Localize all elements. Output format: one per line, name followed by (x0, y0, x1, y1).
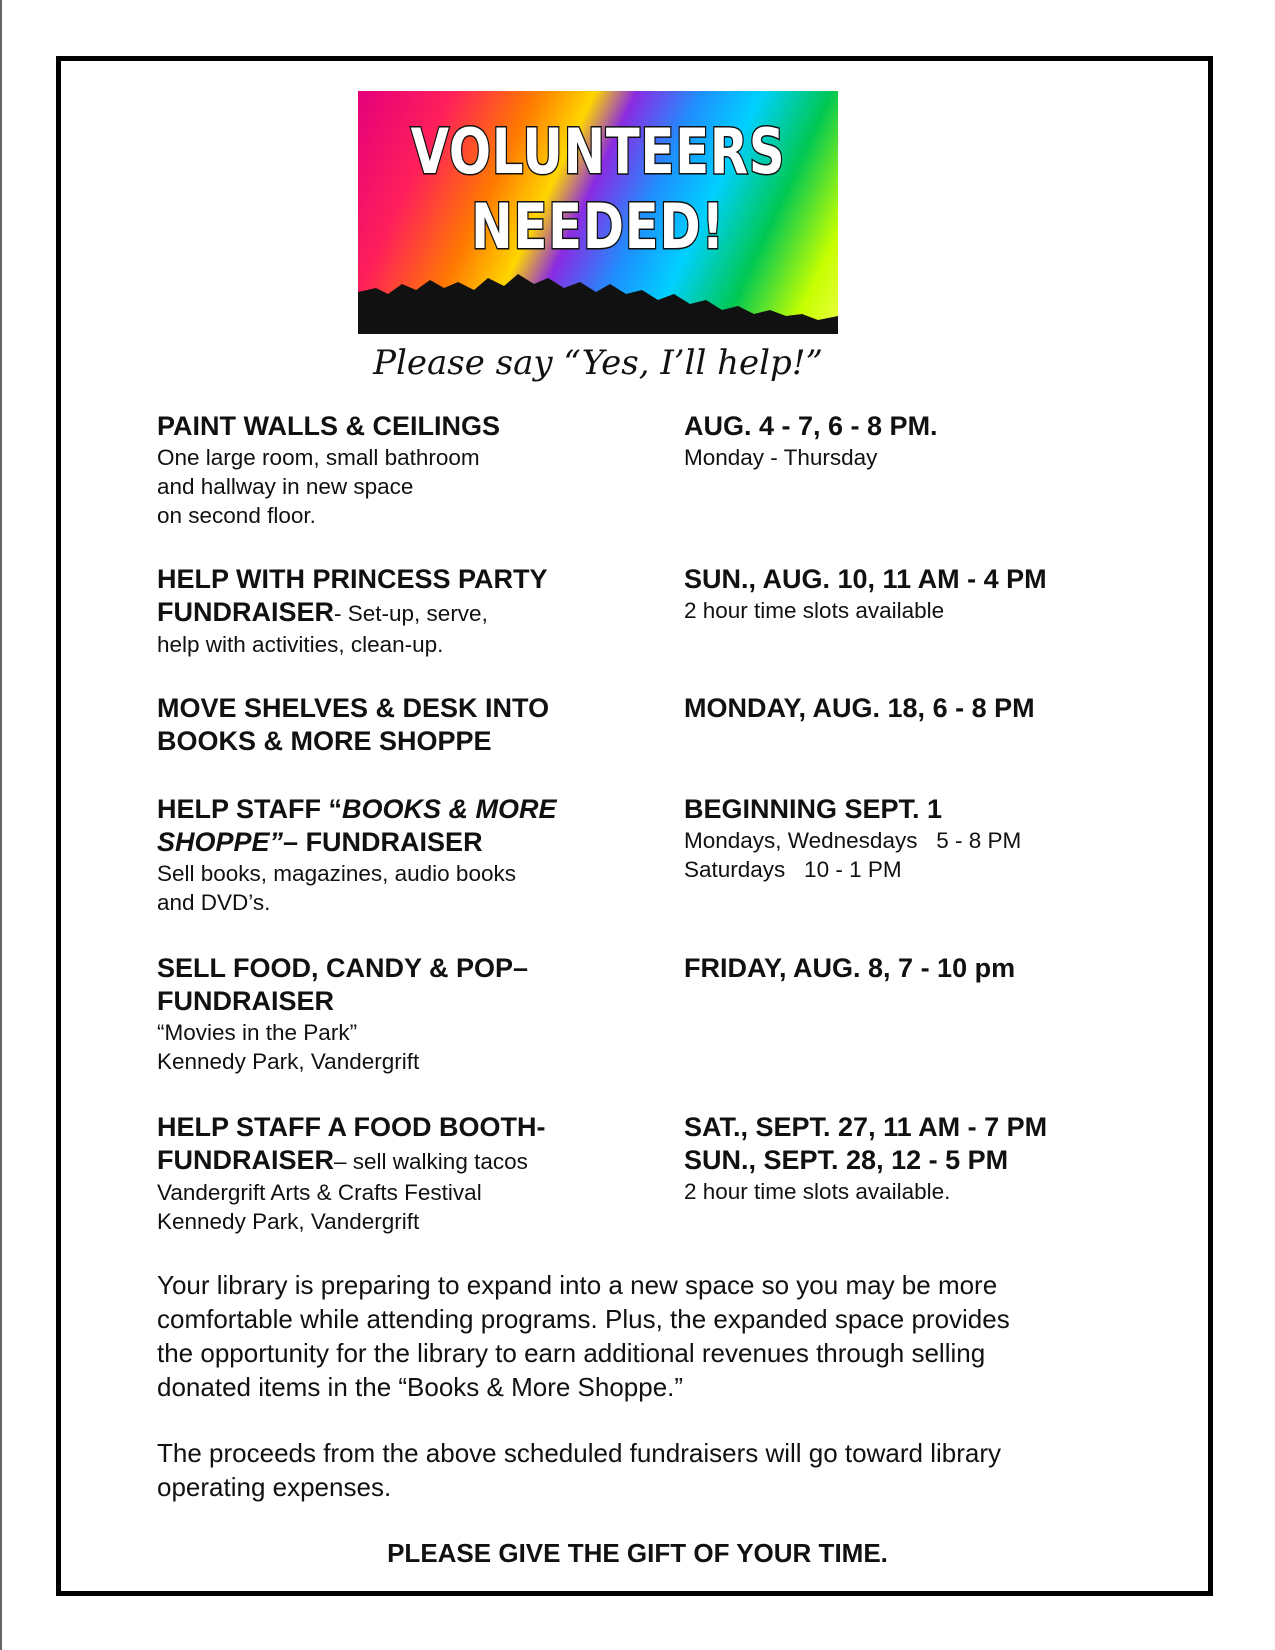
banner-silhouette (358, 254, 838, 334)
banner-line-1: VOLUNTEERS (410, 115, 786, 188)
entry-title: HELP STAFF A FOOD BOOTH- (157, 1112, 546, 1142)
entry-detail: Vandergrift Arts & Crafts Festival (157, 1180, 482, 1205)
paragraph-line: Your library is preparing to expand into a new space so you may be more (157, 1270, 998, 1300)
entry-title-part: FUNDRAISER (157, 1145, 335, 1175)
entry-detail: Kennedy Park, Vandergrift (157, 1049, 420, 1074)
entry-title: SELL FOOD, CANDY & POP– (157, 953, 529, 983)
entry-title-italic: SHOPPE” (157, 827, 284, 857)
entry-staff-shoppe-schedule (684, 793, 1021, 884)
entry-title-line-2 (157, 596, 548, 630)
entry-title (157, 793, 557, 826)
entry-detail: Kennedy Park, Vandergrift (157, 1209, 420, 1234)
paragraph-line: operating expenses. (157, 1472, 392, 1502)
paragraph-line: comfortable while attending programs. Plus, the expanded space provides (157, 1304, 1010, 1334)
page-edge (0, 0, 2, 1650)
entry-title-line-2 (157, 1144, 545, 1178)
banner-line-2: NEEDED! (471, 190, 725, 263)
entry-date-detail: Mondays, Wednesdays 5 - 8 PM (684, 828, 1022, 853)
entry-title-line-2 (157, 826, 557, 859)
entry-food-booth (157, 1111, 545, 1236)
entry-title-part: – FUNDRAISER (283, 827, 483, 857)
entry-sell-food-schedule (684, 952, 1015, 985)
entry-date: AUG. 4 - 7, 6 - 8 PM. (684, 411, 938, 441)
entry-title-line-2: FUNDRAISER (157, 986, 335, 1016)
entry-date: BEGINNING SEPT. 1 (684, 794, 943, 824)
entry-detail: “Movies in the Park” (157, 1020, 358, 1045)
paragraph-line: donated items in the “Books & More Shoppe.” (157, 1372, 684, 1402)
entry-date: SUN., AUG. 10, 11 AM - 4 PM (684, 564, 1047, 594)
entry-date-detail: Monday - Thursday (684, 445, 878, 470)
entry-title: HELP WITH PRINCESS PARTY (157, 564, 548, 594)
entry-detail: help with activities, clean-up. (157, 632, 444, 657)
entry-detail: One large room, small bathroom (157, 445, 480, 470)
paragraph-expansion (157, 1268, 1157, 1404)
paragraph-line: The proceeds from the above scheduled fundraisers will go toward library (157, 1438, 1001, 1468)
entry-sell-food (157, 952, 528, 1076)
entry-title-part: FUNDRAISER (157, 597, 335, 627)
entry-date: FRIDAY, AUG. 8, 7 - 10 pm (684, 953, 1016, 983)
entry-detail: and hallway in new space (157, 474, 414, 499)
volunteers-needed-banner (358, 91, 838, 334)
entry-date-detail: 2 hour time slots available. (684, 1179, 951, 1204)
entry-date-detail: 2 hour time slots available (684, 598, 945, 623)
entry-date: SAT., SEPT. 27, 11 AM - 7 PM (684, 1112, 1048, 1142)
entry-detail: Sell books, magazines, audio books (157, 861, 516, 886)
entry-title-part: HELP STAFF “ (157, 794, 343, 824)
entry-title: MOVE SHELVES & DESK INTO (157, 693, 550, 723)
tagline: Please say “Yes, I’ll help!” (373, 343, 823, 383)
entry-title-italic: BOOKS & MORE (342, 794, 557, 824)
entry-date-detail: Saturdays 10 - 1 PM (684, 857, 902, 882)
paragraph-proceeds (157, 1436, 1157, 1504)
entry-princess-party (157, 563, 548, 659)
entry-title-suffix: – sell walking tacos (334, 1149, 528, 1174)
entry-paint-walls-schedule (684, 410, 938, 472)
entry-detail: and DVD’s. (157, 890, 271, 915)
entry-title-suffix: - Set-up, serve, (334, 601, 488, 626)
entry-princess-party-schedule (684, 563, 1047, 625)
entry-staff-shoppe (157, 793, 557, 917)
entry-food-booth-schedule (684, 1111, 1047, 1206)
entry-move-shelves (157, 692, 549, 758)
closing-statement: PLEASE GIVE THE GIFT OF YOUR TIME. (387, 1538, 888, 1568)
paragraph-line: the opportunity for the library to earn additional revenues through selling (157, 1338, 986, 1368)
entry-paint-walls (157, 410, 500, 530)
entry-move-shelves-schedule (684, 692, 1035, 725)
entry-detail: on second floor. (157, 503, 316, 528)
entry-title: PAINT WALLS & CEILINGS (157, 411, 500, 441)
entry-date: SUN., SEPT. 28, 12 - 5 PM (684, 1145, 1009, 1175)
entry-title-line-2: BOOKS & MORE SHOPPE (157, 726, 492, 756)
entry-date: MONDAY, AUG. 18, 6 - 8 PM (684, 693, 1035, 723)
